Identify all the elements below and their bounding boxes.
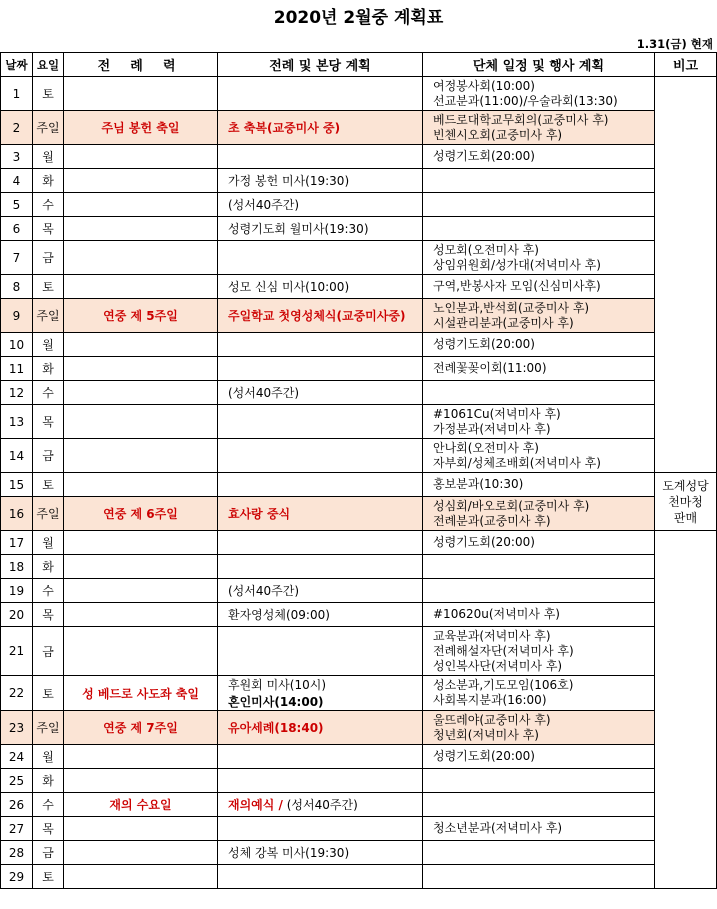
groups-cell: #10620u(저녁미사 후) — [423, 603, 655, 627]
liturgy-cell — [64, 555, 218, 579]
day-cell: 토 — [33, 865, 64, 889]
day-cell: 주일 — [33, 299, 64, 333]
table-row — [1, 841, 717, 865]
table-row — [1, 603, 717, 627]
groups-cell — [423, 579, 655, 603]
date-cell: 8 — [1, 275, 33, 299]
header-remarks: 비고 — [655, 53, 717, 77]
plan-cell — [218, 579, 423, 603]
groups-cell: 성령기도회(20:00) — [423, 745, 655, 769]
liturgy-cell — [64, 603, 218, 627]
plan-cell — [218, 745, 423, 769]
table-row — [1, 111, 717, 145]
liturgy-cell — [64, 627, 218, 676]
header-liturgy: 전 례 력 — [64, 53, 218, 77]
plan-text: (성서40주간) — [228, 386, 300, 400]
plan-cell — [218, 193, 423, 217]
table-row — [1, 145, 717, 169]
groups-cell — [423, 555, 655, 579]
liturgy-cell — [64, 275, 218, 299]
liturgy-cell — [64, 769, 218, 793]
groups-cell — [423, 193, 655, 217]
liturgy-cell — [64, 169, 218, 193]
header-groups: 단체 일정 및 행사 계획 — [423, 53, 655, 77]
table-row — [1, 299, 717, 333]
as-of-date: 1.31(금) 현재 — [636, 37, 713, 51]
plan-text-secondary: 혼인미사(14:00) — [228, 695, 324, 709]
liturgy-cell — [64, 745, 218, 769]
date-cell: 17 — [1, 531, 33, 555]
groups-cell — [423, 793, 655, 817]
groups-cell: 성모회(오전미사 후) 상임위원회/성가대(저녁미사 후) — [423, 241, 655, 275]
remarks-cell-top — [655, 77, 717, 473]
plan-cell — [218, 439, 423, 473]
groups-cell: 울뜨레야(교중미사 후) 청년회(저녁미사 후) — [423, 711, 655, 745]
plan-text: 성령기도회 월미사(19:30) — [228, 222, 369, 236]
plan-text: 가정 봉헌 미사(19:30) — [228, 174, 350, 188]
plan-text: 재의예식 / — [228, 798, 283, 812]
groups-cell: 성령기도회(20:00) — [423, 333, 655, 357]
plan-cell — [218, 497, 423, 531]
table-row — [1, 217, 717, 241]
table-row — [1, 275, 717, 299]
plan-cell — [218, 817, 423, 841]
day-cell: 화 — [33, 769, 64, 793]
day-cell: 월 — [33, 745, 64, 769]
groups-cell: 성령기도회(20:00) — [423, 145, 655, 169]
table-row — [1, 579, 717, 603]
day-cell: 토 — [33, 473, 64, 497]
plan-text: 성모 신심 미사(10:00) — [228, 280, 350, 294]
table-row — [1, 711, 717, 745]
liturgy-cell — [64, 145, 218, 169]
liturgy-cell — [64, 817, 218, 841]
plan-cell — [218, 169, 423, 193]
date-cell: 24 — [1, 745, 33, 769]
plan-cell — [218, 793, 423, 817]
day-cell: 목 — [33, 217, 64, 241]
liturgy-cell — [64, 865, 218, 889]
remarks-cell: 도계성당 천마청 판매 — [655, 473, 717, 531]
remarks-cell-bottom — [655, 531, 717, 889]
day-cell: 월 — [33, 531, 64, 555]
day-cell: 금 — [33, 241, 64, 275]
header-day: 요일 — [33, 53, 64, 77]
plan-cell — [218, 555, 423, 579]
groups-cell: 여정봉사회(10:00) 선교분과(11:00)/우술라회(13:30) — [423, 77, 655, 111]
plan-cell — [218, 841, 423, 865]
groups-cell: 안나회(오전미사 후) 자부회/성체조배회(저녁미사 후) — [423, 439, 655, 473]
liturgy-cell: 연중 제 5주일 — [64, 299, 218, 333]
plan-text: 효사랑 중식 — [228, 507, 291, 521]
table-row — [1, 745, 717, 769]
plan-text-secondary: (성서40주간) — [282, 798, 358, 812]
header-date: 날짜 — [1, 53, 33, 77]
date-cell: 15 — [1, 473, 33, 497]
groups-cell — [423, 217, 655, 241]
table-row — [1, 241, 717, 275]
groups-cell: 성심회/바오로회(교중미사 후) 전례분과(교중미사 후) — [423, 497, 655, 531]
table-row — [1, 627, 717, 676]
date-cell: 10 — [1, 333, 33, 357]
date-cell: 23 — [1, 711, 33, 745]
table-row — [1, 333, 717, 357]
date-cell: 7 — [1, 241, 33, 275]
plan-text: 환자영성체(09:00) — [228, 608, 330, 622]
plan-cell — [218, 676, 423, 711]
plan-text: 초 축복(교중미사 중) — [228, 121, 341, 135]
day-cell: 토 — [33, 77, 64, 111]
liturgy-cell — [64, 473, 218, 497]
table-row — [1, 497, 717, 531]
table-row — [1, 473, 717, 497]
date-cell: 16 — [1, 497, 33, 531]
day-cell: 토 — [33, 676, 64, 711]
plan-text: 후원회 미사(10시) — [228, 678, 326, 692]
day-cell: 화 — [33, 169, 64, 193]
day-cell: 월 — [33, 145, 64, 169]
date-cell: 25 — [1, 769, 33, 793]
day-cell: 주일 — [33, 711, 64, 745]
page-title: 2020년 2월중 계획표 — [273, 8, 444, 28]
liturgy-cell: 성 베드로 사도좌 축일 — [64, 676, 218, 711]
day-cell: 화 — [33, 555, 64, 579]
plan-cell — [218, 111, 423, 145]
plan-cell — [218, 627, 423, 676]
date-cell: 19 — [1, 579, 33, 603]
date-cell: 9 — [1, 299, 33, 333]
table-row — [1, 77, 717, 111]
plan-text: 주일학교 첫영성체식(교중미사중) — [228, 309, 406, 323]
plan-cell — [218, 241, 423, 275]
groups-cell — [423, 169, 655, 193]
schedule-table — [0, 52, 717, 889]
header-plan: 전례 및 본당 계획 — [218, 53, 423, 77]
day-cell: 주일 — [33, 497, 64, 531]
plan-cell — [218, 275, 423, 299]
date-cell: 12 — [1, 381, 33, 405]
liturgy-cell: 주님 봉헌 축일 — [64, 111, 218, 145]
date-cell: 5 — [1, 193, 33, 217]
day-cell: 금 — [33, 439, 64, 473]
date-cell: 14 — [1, 439, 33, 473]
table-row — [1, 439, 717, 473]
day-cell: 토 — [33, 275, 64, 299]
plan-cell — [218, 603, 423, 627]
groups-cell: 전례꽃꽂이회(11:00) — [423, 357, 655, 381]
date-cell: 26 — [1, 793, 33, 817]
table-row — [1, 531, 717, 555]
plan-cell — [218, 769, 423, 793]
table-row — [1, 793, 717, 817]
date-cell: 2 — [1, 111, 33, 145]
plan-text: (성서40주간) — [228, 584, 300, 598]
date-cell: 27 — [1, 817, 33, 841]
groups-cell: 베드로대학교무회의(교중미사 후) 빈첸시오회(교중미사 후) — [423, 111, 655, 145]
day-cell: 목 — [33, 405, 64, 439]
plan-cell — [218, 473, 423, 497]
table-row — [1, 865, 717, 889]
table-row — [1, 405, 717, 439]
table-row — [1, 169, 717, 193]
day-cell: 월 — [33, 333, 64, 357]
plan-cell — [218, 381, 423, 405]
plan-cell — [218, 333, 423, 357]
plan-cell — [218, 531, 423, 555]
date-cell: 18 — [1, 555, 33, 579]
groups-cell — [423, 841, 655, 865]
liturgy-cell — [64, 241, 218, 275]
liturgy-cell — [64, 531, 218, 555]
day-cell: 수 — [33, 793, 64, 817]
date-cell: 4 — [1, 169, 33, 193]
liturgy-cell: 재의 수요일 — [64, 793, 218, 817]
header-row — [1, 53, 717, 77]
liturgy-cell — [64, 439, 218, 473]
day-cell: 수 — [33, 193, 64, 217]
plan-cell — [218, 865, 423, 889]
liturgy-cell — [64, 77, 218, 111]
day-cell: 목 — [33, 817, 64, 841]
liturgy-cell: 연중 제 7주일 — [64, 711, 218, 745]
date-cell: 20 — [1, 603, 33, 627]
day-cell: 수 — [33, 381, 64, 405]
plan-text: 성체 강복 미사(19:30) — [228, 846, 350, 860]
table-row — [1, 381, 717, 405]
day-cell: 화 — [33, 357, 64, 381]
groups-cell — [423, 381, 655, 405]
plan-cell — [218, 145, 423, 169]
date-cell: 6 — [1, 217, 33, 241]
plan-cell — [218, 217, 423, 241]
day-cell: 금 — [33, 627, 64, 676]
liturgy-cell — [64, 579, 218, 603]
liturgy-cell — [64, 841, 218, 865]
liturgy-cell — [64, 357, 218, 381]
plan-cell — [218, 357, 423, 381]
date-cell: 22 — [1, 676, 33, 711]
groups-cell: 성령기도회(20:00) — [423, 531, 655, 555]
groups-cell: #1061Cu(저녁미사 후) 가정분과(저녁미사 후) — [423, 405, 655, 439]
table-row — [1, 193, 717, 217]
plan-cell — [218, 405, 423, 439]
groups-cell: 청소년분과(저녁미사 후) — [423, 817, 655, 841]
date-cell: 29 — [1, 865, 33, 889]
day-cell: 목 — [33, 603, 64, 627]
table-row — [1, 555, 717, 579]
date-cell: 21 — [1, 627, 33, 676]
liturgy-cell — [64, 217, 218, 241]
groups-cell — [423, 865, 655, 889]
liturgy-cell — [64, 405, 218, 439]
liturgy-cell — [64, 333, 218, 357]
plan-cell — [218, 711, 423, 745]
plan-text: (성서40주간) — [228, 198, 300, 212]
plan-cell — [218, 299, 423, 333]
groups-cell — [423, 769, 655, 793]
day-cell: 주일 — [33, 111, 64, 145]
date-cell: 11 — [1, 357, 33, 381]
groups-cell: 성소분과,기도모임(106호) 사회복지분과(16:00) — [423, 676, 655, 711]
plan-text: 유아세례(18:40) — [228, 721, 324, 735]
liturgy-cell — [64, 381, 218, 405]
table-row — [1, 817, 717, 841]
date-cell: 13 — [1, 405, 33, 439]
table-row — [1, 676, 717, 711]
plan-cell — [218, 77, 423, 111]
date-cell: 28 — [1, 841, 33, 865]
groups-cell: 노인분과,반석회(교중미사 후) 시설관리분과(교중미사 후) — [423, 299, 655, 333]
groups-cell: 교육분과(저녁미사 후) 전례해설자단(저녁미사 후) 성인복사단(저녁미사 후) — [423, 627, 655, 676]
day-cell: 수 — [33, 579, 64, 603]
day-cell: 금 — [33, 841, 64, 865]
liturgy-cell — [64, 193, 218, 217]
liturgy-cell: 연중 제 6주일 — [64, 497, 218, 531]
date-cell: 3 — [1, 145, 33, 169]
date-cell: 1 — [1, 77, 33, 111]
table-row — [1, 769, 717, 793]
groups-cell: 구역,반봉사자 모임(신심미사후) — [423, 275, 655, 299]
table-row — [1, 357, 717, 381]
groups-cell: 홍보분과(10:30) — [423, 473, 655, 497]
